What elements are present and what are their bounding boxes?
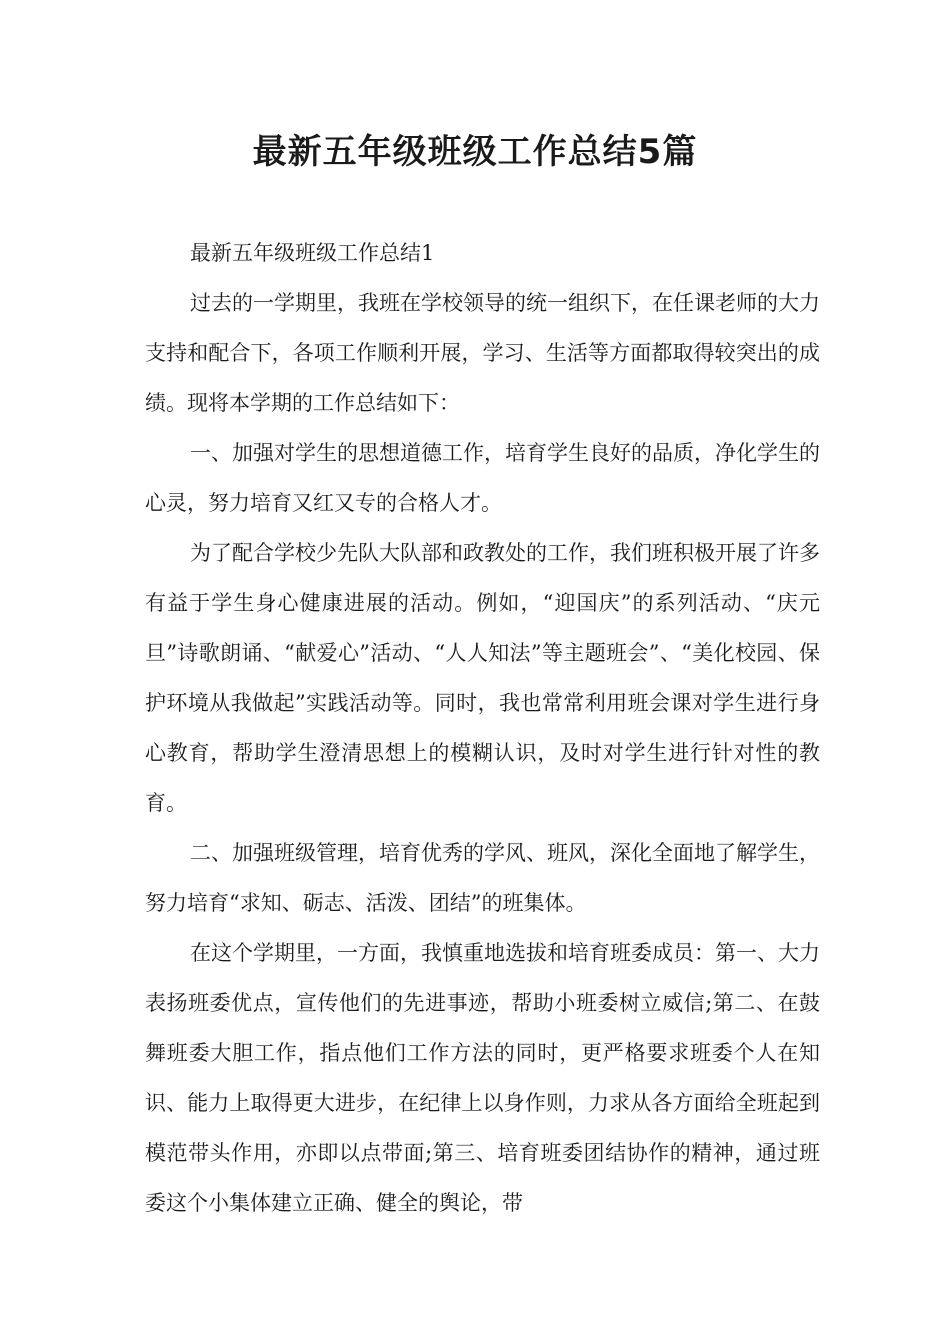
document-body bbox=[145, 228, 820, 1228]
section-heading: 最新五年级班级工作总结1 bbox=[190, 241, 435, 265]
body-paragraph: 过去的一学期里，我班在学校领导的统一组织下，在任课老师的大力支持和配合下，各项工作顺利开展，学习、生活等方面都取得较突出的成绩。现将本学期的工作总结如下： bbox=[145, 291, 820, 415]
body-paragraph: 为了配合学校少先队大队部和政教处的工作，我们班积极开展了许多有益于学生身心健康进展的活动。例如，“迎国庆”的系列活动、“庆元旦”诗歌朗诵、“献爱心”活动、“人人知法”等主题班会”、“美化校园、保护环境从我做起”实践活动等。同时，我也常常利用班会课对学生进行身心教育，帮助学生澄清思想上的模糊认识，及时对学生进行针对性的教育。 bbox=[145, 541, 820, 815]
body-paragraph: 在这个学期里，一方面，我慎重地选拔和培育班委成员：第一、大力表扬班委优点，宣传他们的先进事迹，帮助小班委树立威信;第二、在鼓舞班委大胆工作，指点他们工作方法的同时，更严格要求班委个人在知识、能力上取得更大进步，在纪律上以身作则，力求从各方面给全班起到模范带头作用，亦即以点带面;第三、培育班委团结协作的精神，通过班委这个小集体建立正确、健全的舆论，带 bbox=[145, 941, 820, 1215]
body-paragraph: 二、加强班级管理，培育优秀的学风、班风，深化全面地了解学生，努力培育“求知、砺志、活泼、团结”的班集体。 bbox=[145, 841, 820, 915]
document-title: 最新五年级班级工作总结5篇 bbox=[252, 132, 698, 172]
body-paragraph: 一、加强对学生的思想道德工作，培育学生良好的品质，净化学生的心灵，努力培育又红又专的合格人才。 bbox=[145, 441, 820, 515]
